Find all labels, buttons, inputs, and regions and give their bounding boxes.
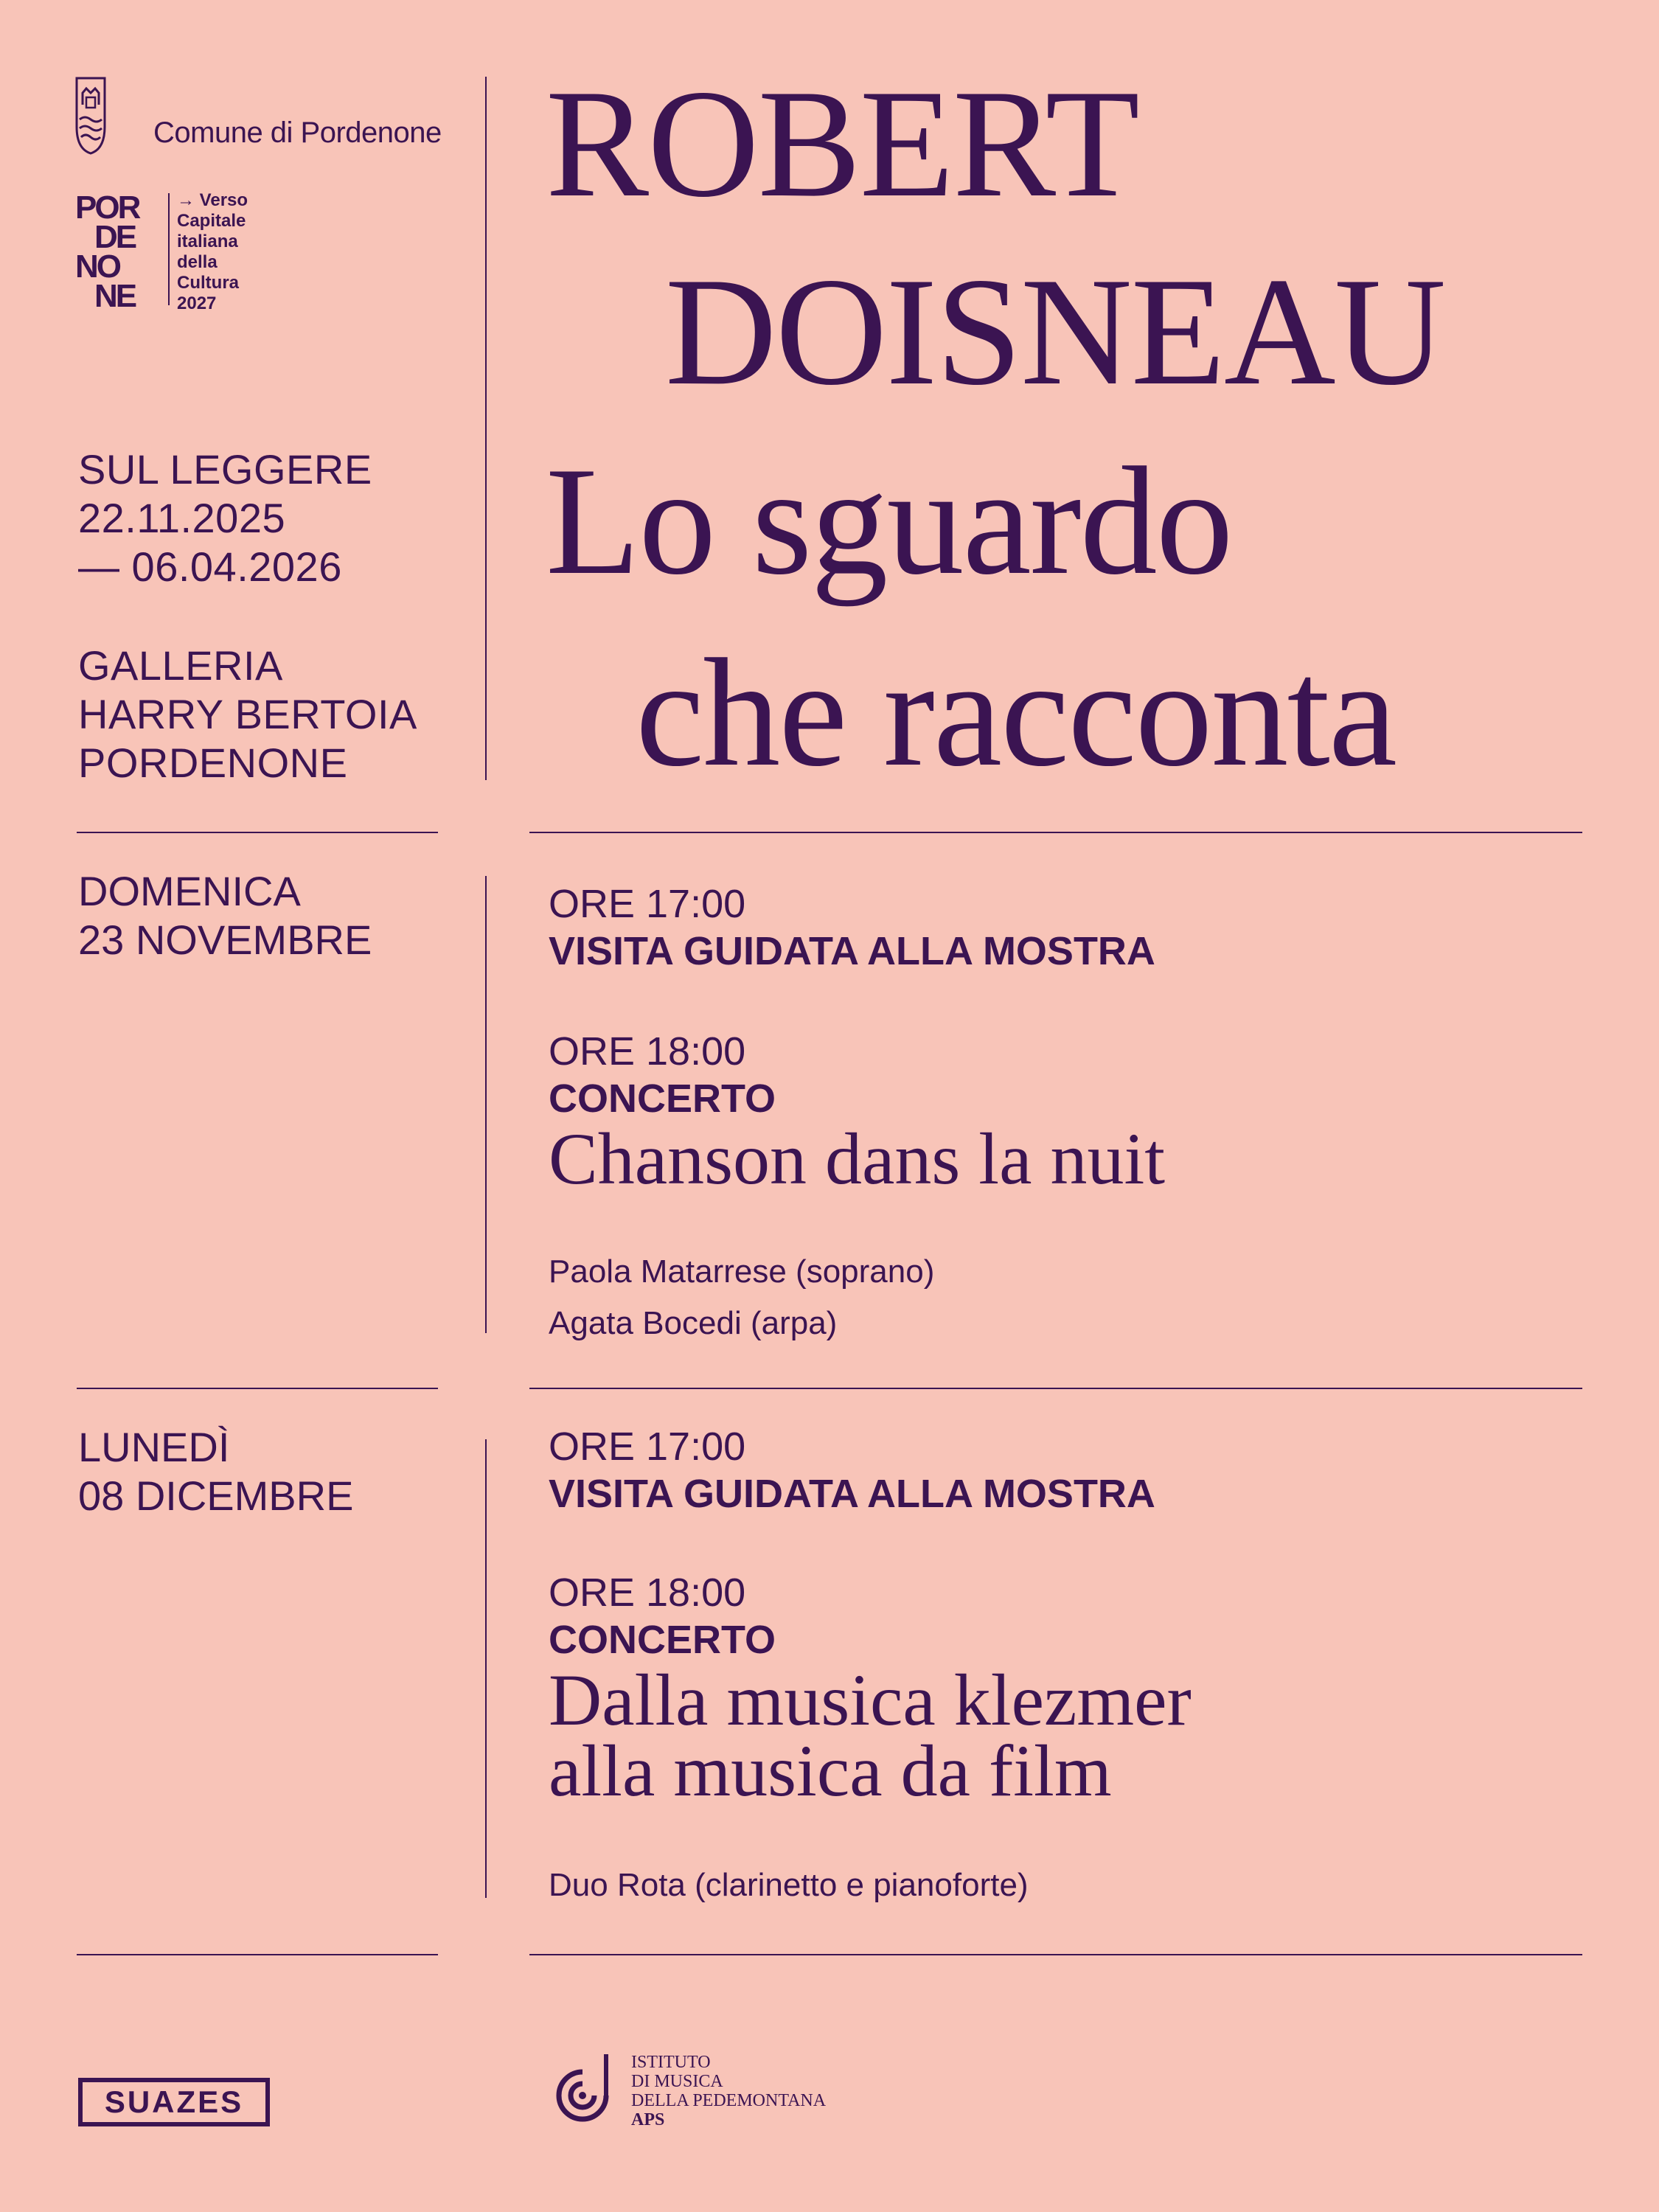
date-from: 22.11.2025 — [78, 495, 286, 541]
title-line-subtitle-1: Lo sguardo — [546, 436, 1232, 607]
event2-day-line: LUNEDÌ — [78, 1424, 230, 1470]
venue-line: GALLERIA — [78, 642, 283, 689]
performer: Paola Matarrese (soprano) — [549, 1253, 935, 1290]
venue-line: HARRY BERTOIA — [78, 691, 417, 737]
event1-day-line: 23 NOVEMBRE — [78, 917, 372, 963]
series-label: SUL LEGGERE — [78, 446, 372, 493]
event2-day-line: 08 DICEMBRE — [78, 1472, 354, 1519]
title-line-doisneau: DOISNEAU — [665, 246, 1445, 417]
capital-line: → Verso — [177, 190, 248, 210]
performer: Agata Bocedi (arpa) — [549, 1305, 838, 1341]
pordenone-logo-line: NE — [94, 278, 136, 314]
event1-day — [78, 867, 372, 964]
event2-time1: ORE 17:00 — [549, 1425, 746, 1469]
pordenone-logo-line: NO — [75, 248, 119, 285]
pordenone-logo — [75, 189, 139, 314]
event1-concert-title-line: Chanson dans la nuit — [549, 1118, 1166, 1200]
title-line-subtitle-2: che racconta — [636, 627, 1397, 799]
capital-line: della — [177, 252, 218, 272]
event2-concert-title-line: alla musica da film — [549, 1730, 1112, 1812]
event1-time1: ORE 17:00 — [549, 882, 746, 926]
event2-performers — [549, 1860, 1029, 1911]
institute-line: DI MUSICA — [631, 2072, 723, 2091]
pordenone-crest-icon — [74, 75, 108, 155]
event1-activity1: VISITA GUIDATA ALLA MOSTRA — [549, 929, 1155, 973]
capital-line: Capitale — [177, 211, 246, 231]
section-divider-right — [529, 832, 1582, 833]
event2-day — [78, 1423, 353, 1520]
pordenone-logo-line: POR — [75, 189, 139, 226]
capital-of-culture-text — [177, 190, 248, 314]
event2-activity1: VISITA GUIDATA ALLA MOSTRA — [549, 1472, 1155, 1516]
event1-concert-title — [549, 1118, 1166, 1200]
capital-line: italiana — [177, 232, 238, 251]
event2-concert-title — [549, 1659, 1192, 1812]
event1-column-divider — [485, 876, 487, 1333]
istituto-musica-logo-icon — [546, 2050, 619, 2131]
exhibition-dates — [78, 445, 372, 591]
institute-line: DELLA PEDEMONTANA — [631, 2091, 827, 2110]
section-divider-left — [77, 1388, 438, 1389]
section-divider-right — [529, 1954, 1582, 1955]
header-column-divider — [485, 77, 487, 780]
title-line-robert: ROBERT — [546, 58, 1138, 229]
venue — [78, 641, 417, 787]
istituto-musica-text — [631, 2053, 826, 2129]
suazes-logo: SUAZES — [78, 2078, 270, 2126]
performer: Duo Rota (clarinetto e pianoforte) — [549, 1867, 1029, 1903]
section-divider-right — [529, 1388, 1582, 1389]
section-divider-left — [77, 832, 438, 833]
date-to: — 06.04.2026 — [78, 543, 342, 590]
venue-line: PORDENONE — [78, 740, 348, 786]
comune-di-pordenone-label: Comune di Pordenone — [153, 116, 442, 149]
event2-concert-title-line: Dalla musica klezmer — [549, 1659, 1192, 1741]
event2-activity2: CONCERTO — [549, 1618, 776, 1662]
event1-performers — [549, 1246, 934, 1349]
event1-activity2: CONCERTO — [549, 1077, 776, 1121]
event1-day-line: DOMENICA — [78, 868, 301, 914]
pordenone-logo-divider — [168, 193, 170, 305]
section-divider-left — [77, 1954, 438, 1955]
pordenone-logo-line: DE — [94, 219, 136, 255]
event2-time2: ORE 18:00 — [549, 1571, 746, 1615]
institute-line: ISTITUTO — [631, 2053, 711, 2072]
event2-column-divider — [485, 1439, 487, 1898]
event1-time2: ORE 18:00 — [549, 1029, 746, 1074]
capital-line: Cultura — [177, 273, 239, 293]
capital-line: 2027 — [177, 293, 217, 313]
institute-line: APS — [631, 2110, 665, 2129]
